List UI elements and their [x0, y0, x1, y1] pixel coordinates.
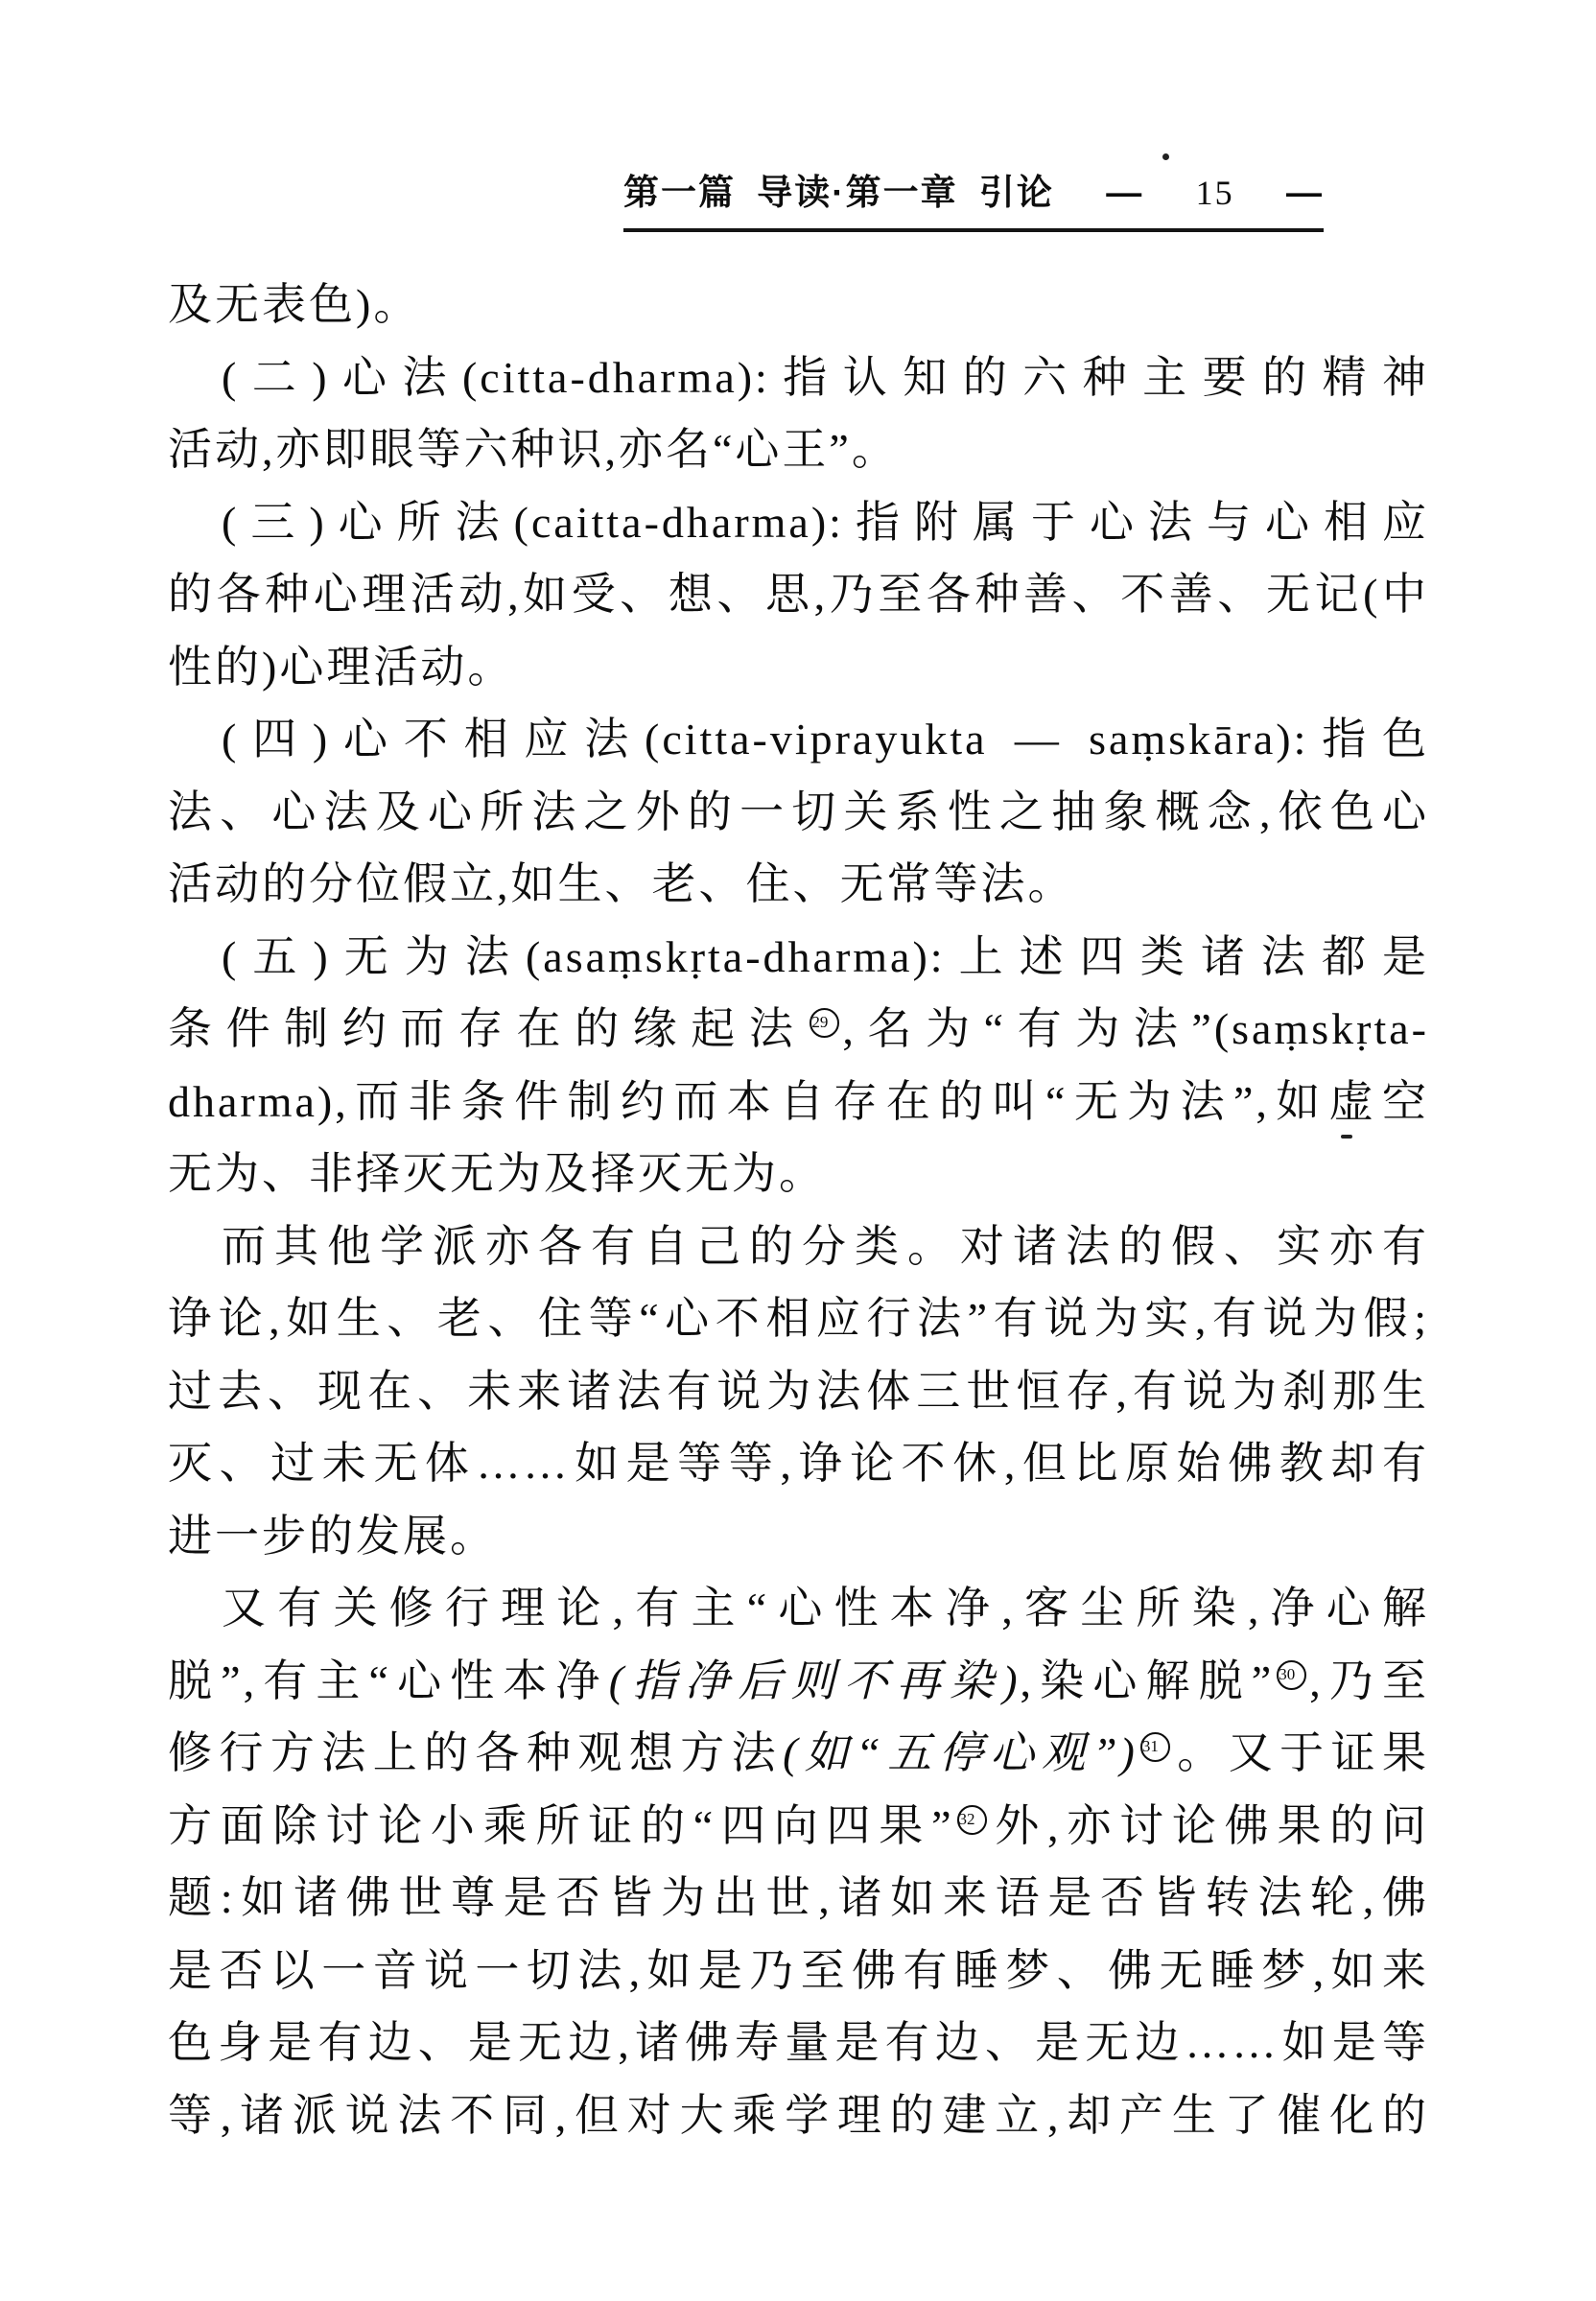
text-run: dharma),而非条件制约而本自存在的叫“无为法”,如虚空 — [168, 1076, 1429, 1126]
text-line — [168, 1790, 1429, 1863]
text-run: (三)心所法(caitta-dharma):指附属于心法与心相应 — [222, 497, 1429, 547]
text-run: 的各种心理活动,如受、想、思,乃至各种善、不善、无记(中 — [168, 570, 1429, 619]
text-run: 进一步的发展。 — [168, 1511, 497, 1561]
scan-speck — [1162, 153, 1169, 160]
text-run: 灭、过未无体……如是等等,诤论不休,但比原始佛教却有 — [168, 1439, 1429, 1488]
text-line — [168, 1935, 1429, 2008]
text-run: 等,诸派说法不同,但对大乘学理的建立,却产生了催化的 — [168, 2090, 1429, 2140]
text-line — [168, 631, 1429, 704]
text-line — [168, 1355, 1429, 1428]
text-run: 题:如诸佛世尊是否皆为出世,诸如来语是否皆转法轮,佛 — [168, 1873, 1429, 1922]
text-run: 无为、非择灭无为及择灭无为。 — [168, 1149, 826, 1198]
inline-note-text: (指净后则不再染) — [608, 1655, 1021, 1705]
text-line — [168, 1138, 1429, 1210]
header-chapter-title: 第一篇 导读·第一章 引论 — [623, 173, 1054, 212]
text-run: 活动,亦即眼等六种识,亦名“心王”。 — [168, 425, 899, 474]
text-run: 过去、现在、未来诸法有说为法体三世恒存,有说为刹那生 — [168, 1366, 1429, 1416]
body-text — [168, 269, 1429, 2151]
text-run: 及无表色)。 — [168, 280, 421, 329]
inline-note-text: (如“五停心观”) — [783, 1728, 1138, 1777]
text-run: 法、心法及心所法之外的一切关系性之抽象概念,依色心 — [168, 787, 1429, 836]
text-line — [168, 993, 1429, 1066]
text-run: (四)心不相应法(citta-viprayukta — saṃskāra):指色 — [222, 715, 1429, 763]
header-page-number: 15 — [1195, 174, 1234, 212]
text-line — [168, 486, 1429, 559]
text-run: 性的)心理活动。 — [168, 642, 515, 692]
text-run: 。又于证果 — [1172, 1728, 1429, 1777]
text-line — [168, 558, 1429, 631]
text-run: ,名为“有为法”(saṃskṛta- — [842, 1004, 1429, 1053]
text-run: 条件制约而存在的缘起法 — [168, 1004, 808, 1053]
text-line — [168, 921, 1429, 994]
text-line — [168, 269, 1429, 341]
text-run: 而其他学派亦各有自己的分类。对诸法的假、实亦有 — [222, 1221, 1429, 1271]
text-line — [168, 1572, 1429, 1645]
text-line — [168, 341, 1429, 414]
text-run: ,染心解脱” — [1020, 1655, 1275, 1705]
text-line — [168, 1717, 1429, 1790]
text-line — [168, 2007, 1429, 2079]
text-run: 又有关修行理论,有主“心性本净,客尘所染,净心解 — [222, 1584, 1429, 1632]
text-line — [168, 1500, 1429, 1573]
header-dash-left: — — [1106, 173, 1144, 212]
text-run: 诤论,如生、老、住等“心不相应行法”有说为实,有说为假; — [168, 1294, 1429, 1343]
text-run: 是否以一音说一切法,如是乃至佛有睡梦、佛无睡梦,如来 — [168, 1945, 1429, 1995]
text-run: (二)心法(citta-dharma):指认知的六种主要的精神 — [222, 352, 1429, 402]
text-run: 脱”,有主“心性本净 — [168, 1655, 609, 1705]
text-run: ,乃至 — [1309, 1655, 1429, 1705]
text-line — [168, 1066, 1429, 1139]
text-run: 活动的分位假立,如生、老、住、无常等法。 — [168, 859, 1075, 908]
footnote-marker: 31 — [1140, 1732, 1170, 1762]
footnote-marker: 30 — [1277, 1660, 1306, 1690]
footnote-marker: 32 — [957, 1805, 987, 1835]
text-line — [168, 413, 1429, 486]
text-run: 修行方法上的各种观想方法 — [168, 1728, 784, 1777]
text-line — [168, 776, 1429, 849]
text-line — [168, 1645, 1429, 1718]
header-dash-right: — — [1285, 173, 1324, 212]
text-run: 色身是有边、是无边,诸佛寿量是有边、是无边……如是等 — [168, 2018, 1429, 2067]
footnote-marker: 29 — [810, 1008, 839, 1038]
text-line — [168, 703, 1429, 776]
text-line — [168, 1427, 1429, 1500]
text-line — [168, 1862, 1429, 1935]
text-run: (五)无为法(asaṃskṛta-dharma):上述四类诸法都是 — [222, 931, 1429, 981]
text-line — [168, 1282, 1429, 1355]
text-run: 外,亦讨论佛果的问 — [989, 1800, 1429, 1850]
page-header — [623, 163, 1324, 232]
text-line — [168, 848, 1429, 921]
text-run: 方面除讨论小乘所证的“四向四果” — [168, 1800, 954, 1850]
text-line — [168, 1210, 1429, 1283]
text-line — [168, 2079, 1429, 2152]
